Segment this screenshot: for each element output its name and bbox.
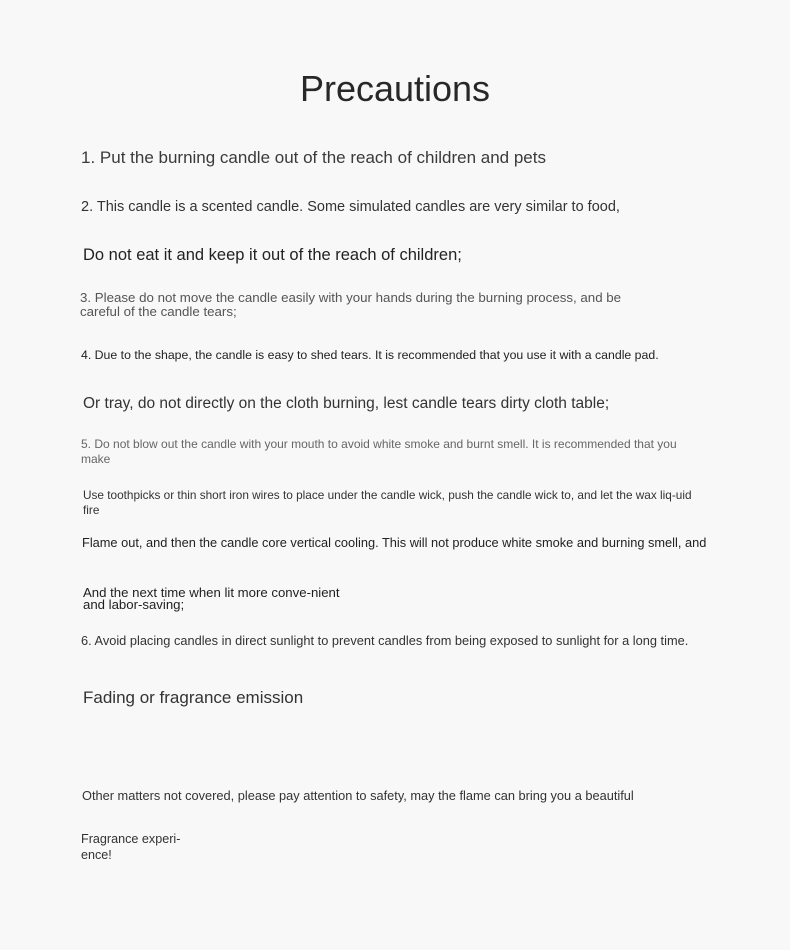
precaution-5-continued: Use toothpicks or thin short iron wires to place under the candle wick, push the candle wick to, and let the wax liq-uid fire	[83, 488, 692, 517]
precaution-5-continued-2: Flame out, and then the candle core vertical cooling. This will not produce white smoke and burning smell, and	[82, 535, 707, 550]
precaution-2: 2. This candle is a scented candle. Some simulated candles are very similar to food,	[81, 199, 620, 215]
precaution-1: 1. Put the burning candle out of the reach of children and pets	[81, 148, 546, 167]
precaution-2-continued: Do not eat it and keep it out of the reach of children;	[83, 246, 462, 264]
precaution-6-continued: Fading or fragrance emission	[83, 688, 304, 707]
precaution-4-continued: Or tray, do not directly on the cloth burning, lest candle tears dirty cloth table;	[83, 395, 610, 412]
precaution-4: 4. Due to the shape, the candle is easy to shed tears. It is recommended that you use it with a candle pad.	[81, 348, 659, 362]
closing-note-continued: Fragrance experi-ence!	[81, 832, 181, 862]
page-title: Precautions	[299, 68, 491, 109]
precaution-5: 5. Do not blow out the candle with your mouth to avoid white smoke and burnt smell. It is recommended that you make	[81, 437, 677, 466]
precaution-5-continued-3: And the next time when lit more conve-nient and labor-saving;	[83, 585, 340, 612]
precaution-6: 6. Avoid placing candles in direct sunlight to prevent candles from being exposed to sunlight for a long time.	[81, 633, 689, 648]
closing-note: Other matters not covered, please pay attention to safety, may the flame can bring you a beautiful	[82, 788, 634, 803]
precaution-3: 3. Please do not move the candle easily with your hands during the burning process, and be careful of the candle tears;	[80, 290, 622, 319]
